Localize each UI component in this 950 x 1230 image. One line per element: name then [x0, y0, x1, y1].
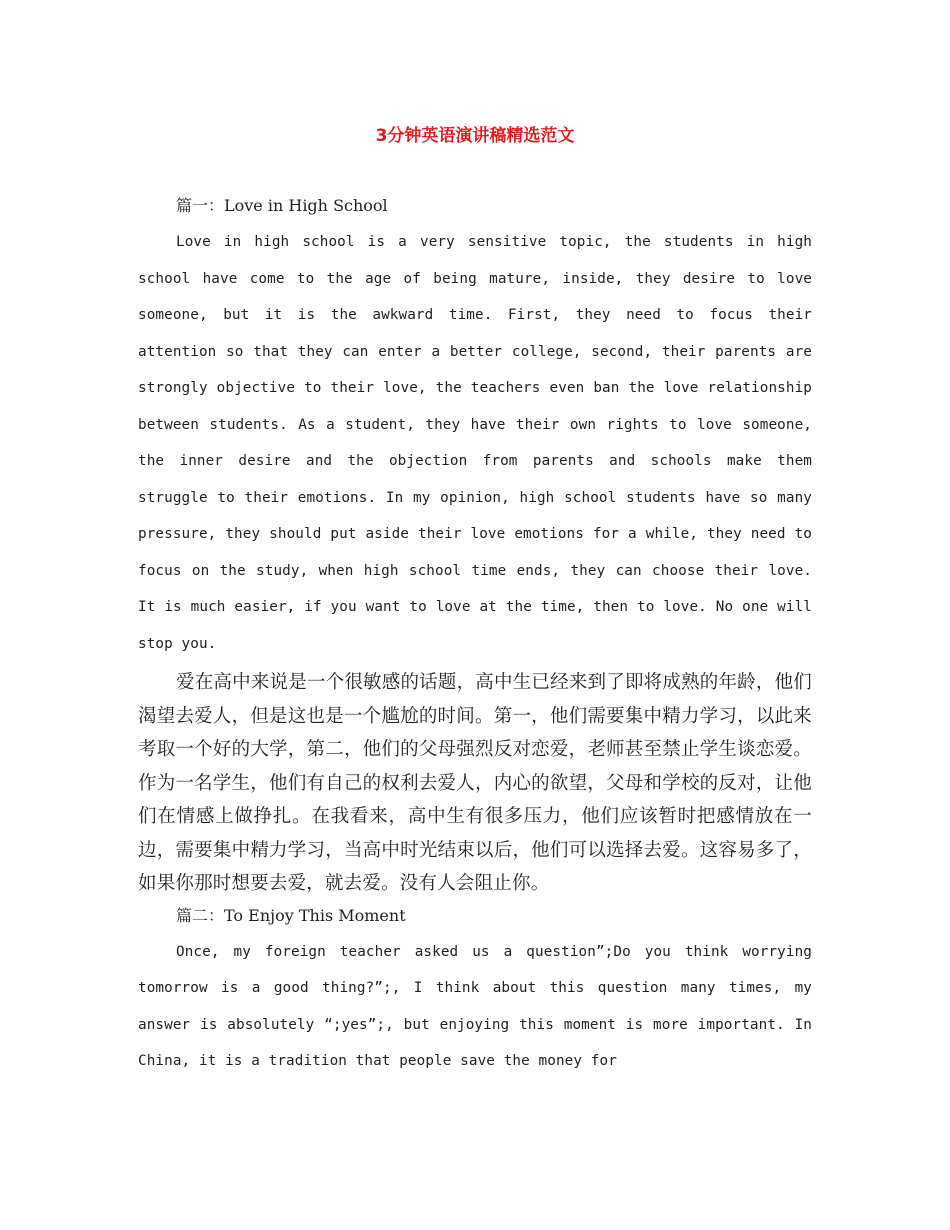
section-1-heading: 篇一：Love in High School: [176, 196, 388, 215]
section-1-chinese-paragraph: 爱在高中来说是一个很敏感的话题，高中生已经来到了即将成熟的年龄，他们渴望去爱人，但是这也是一个尴尬的时间。第一，他们需要集中精力学习，以此来考取一个好的大学，第二，他们的父母强烈反对恋爱，老师甚至禁止学生谈恋爱。作为一名学生，他们有自己的权利去爱人，内心的欲望，父母和学校的反对，让他们在情感上做挣扎。在我看来，高中生有很多压力，他们应该暂时把感情放在一边，需要集中精力学习，当高中时光结束以后，他们可以选择去爱。这容易多了，如果你那时想要去爱，就去爱。没有人会阻止你。: [138, 672, 812, 894]
document-title: 3分钟英语演讲稿精选范文: [375, 126, 575, 146]
section-2-heading: 篇二：To Enjoy This Moment: [176, 905, 406, 925]
section-1-english-paragraph: Love in high school is a very sensitive topic, the students in high school have come to the age of being mature, inside, they desire to love someone, but it is the awkward time. First, they need to focus their attention so that they can enter a better college, second, their parents are strongly objective to their love, the teachers even ban the love relationship between students. As a student, they have their own rights to love someone, the inner desire and the objection from parents and schools make them struggle to their emotions. In my opinion, high school students have so many pressure, they should put aside their love emotions for a while, they need to focus on the study, when high school time ends, they can choose their love. It is much easier, if you want to love at the time, then to love. No one will stop you.: [138, 234, 812, 652]
document-body: [138, 194, 812, 1084]
section-2-english-paragraph: Once, my foreign teacher asked us a question”;Do you think worrying tomorrow is a good thing?”;, I think about this question many times, my answer is absolutely “;yes”;, but enjoying this moment is more important. In China, it is a tradition that people save the money for: [138, 943, 812, 1069]
